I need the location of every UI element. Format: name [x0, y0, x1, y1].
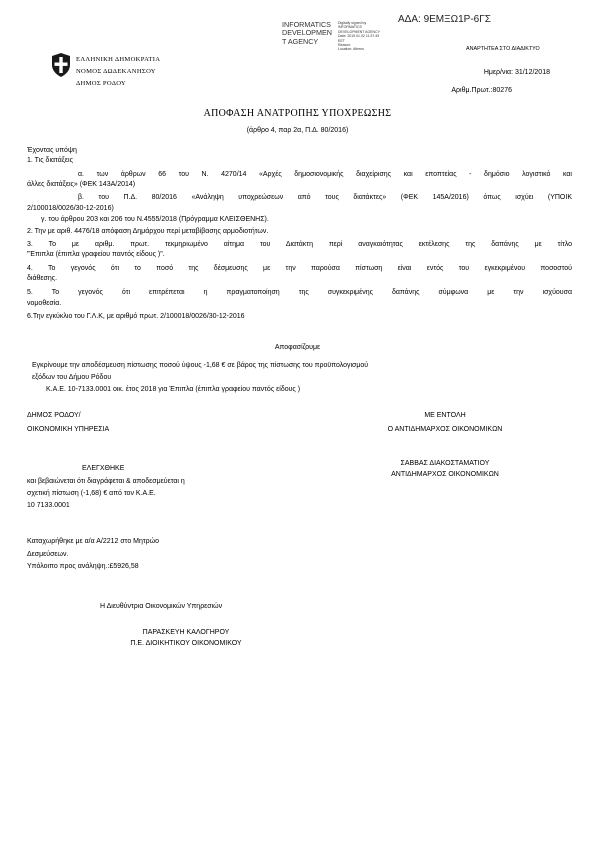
decision-line3: Κ.Α.Ε. 10-7133.0001 οικ. έτος 2018 για Έπιπλα (έπιπλα γραφείου παντός είδους ) — [46, 386, 301, 393]
watermark-title-line: INFORMATICS — [282, 20, 331, 29]
provision-c: γ. του άρθρου 203 και 206 του Ν.4555/2018 (Πρόγραμμα ΚΛΕΙΣΘΕΝΗΣ). — [41, 216, 269, 223]
checked-heading: ΕΛΕΓΧΘΗΚΕ — [82, 465, 125, 472]
watermark-title-line: DEVELOPMEN — [282, 28, 332, 38]
document-subtitle: (άρθρο 4, παρ 2α, Π.Δ. 80/2016) — [246, 127, 349, 134]
deputy-mayor-name — [370, 458, 520, 480]
document-date: Ημερ/νια: 31/12/2018 — [483, 69, 550, 76]
item-2: 2. Την με αριθ. 4476/18 απόφαση Δημάρχου περί μεταβίβασης αρμοδιοτήτων. — [27, 228, 269, 235]
provision-b-line2: 2/100018/0026/30-12-2016) — [27, 205, 114, 212]
item-6: 6.Την εγκύκλιο του Γ.Λ.Κ, με αριθμό πρωτ. 2/100018/0026/30-12-2016 — [27, 313, 245, 320]
decide-heading: Αποφασίζουμε — [274, 344, 321, 351]
item-4-line2: διάθεσης. — [27, 275, 58, 282]
watermark-fine-line: Location: Athens — [338, 47, 364, 52]
director-name-line: ΠΑΡΑΣΚΕΥΗ ΚΑΛΟΓΗΡΟΥ — [142, 629, 230, 636]
greek-emblem-icon — [50, 52, 72, 78]
register-line: Καταχωρήθηκε με α/α Α/2212 στο Μητρώο — [27, 538, 160, 545]
decision-line1: Εγκρίνουμε την αποδέσμευση πίστωσης ποσού ύψους -1,68 € σε βάρος της πίστωσης του προϋπολογισμού — [32, 362, 369, 369]
watermark-fine-line: Date: 2019.01.02 11:37:49 — [338, 34, 380, 39]
issuer-line: ΕΛΛΗΝΙΚΗ ΔΗΜΟΚΡΑΤΙΑ — [76, 56, 161, 63]
item-4-line1: 4. Το γεγονός ότι το ποσό της δέσμευσης με την παρούσα πίστωση είναι εντός του εγκεκριμένου ποσοστού — [27, 265, 572, 272]
issuer-block — [76, 54, 160, 90]
watermark-fine-line: DEVELOPMENT AGENCY — [338, 29, 380, 34]
checked-line: και βεβαιώνεται ότι διαγράφεται & αποδεσμεύεται η — [27, 478, 185, 485]
protocol-number: Αριθμ.Πρωτ.:80276 — [451, 87, 512, 94]
register-line: Υπόλοιπο προς ανάληψη.:£5926,58 — [27, 563, 139, 570]
director-name-block — [100, 627, 272, 649]
provision-a-line2: άλλες διατάξεις» (ΦΕΚ 143Α/2014) — [27, 181, 136, 188]
issuer-line: ΝΟΜΟΣ ΔΩΔΕΚΑΝΗΣΟΥ — [76, 68, 156, 75]
right-signatory-line: ΜΕ ΕΝΤΟΛΗ — [424, 412, 466, 419]
left-signatory — [27, 409, 109, 437]
left-signatory-line: ΟΙΚΟΝΟΜΙΚΗ ΥΠΗΡΕΣΙΑ — [27, 426, 110, 433]
ada-code: ΑΔΑ: 9ΕΜΞΩ1Ρ-6ΓΣ — [398, 14, 491, 25]
checked-block — [27, 476, 185, 512]
watermark-title-line: T AGENCY — [282, 36, 319, 46]
item-5-line2: νομοθεσία. — [27, 300, 62, 307]
watermark-fine-line: Digitally signed by — [338, 21, 367, 25]
right-signatory — [370, 409, 520, 437]
right-signatory-line: Ο ΑΝΤΙΔΗΜΑΡΧΟΣ ΟΙΚΟΝΟΜΙΚΩΝ — [387, 426, 503, 433]
watermark-fine-line: INFORMATICS — [338, 25, 362, 30]
provisions-heading: 1. Τις διατάξεις — [27, 157, 73, 164]
checked-line: 10 7133.0001 — [27, 502, 70, 509]
register-block — [27, 536, 159, 574]
checked-line: σχετική πίστωση (-1,68) € από τον Κ.Α.Ε. — [27, 490, 156, 497]
decision-line2: εξόδων του Δήμου Ρόδου — [32, 374, 112, 381]
deputy-mayor-line: ΣΑΒΒΑΣ ΔΙΑΚΟΣΤΑΜΑΤΙΟΥ — [400, 460, 490, 467]
provision-a-line1: α. των άρθρων 66 του Ν. 4270/14 «Αρχές δημοσιονομικής διαχείρισης και εποπτείας - δημόσιο λογιστικό και — [78, 171, 572, 178]
item-5-line1: 5. Το γεγονός ότι επιτρέπεται η πραγματοποίηση της συγκεκριμένης δαπάνης σύμφωνα με την ισχύουσα — [27, 289, 572, 296]
document-title: ΑΠΟΦΑΣΗ ΑΝΑΤΡΟΠΗΣ ΥΠΟΧΡΕΩΣΗΣ — [203, 108, 392, 119]
director-name-line: Π.Ε. ΔΙΟΙΚΗΤΙΚΟΥ ΟΙΚΟΝΟΜΙΚΟΥ — [130, 640, 242, 647]
watermark-fine-line: EET — [338, 38, 345, 43]
provision-b-line1: β. του Π.Δ. 80/2016 «Ανάληψη υποχρεώσεων από τους διατάκτες» (ΦΕΚ 145Α/2016) όπως ισχύει (ΥΠΟΙΚ — [78, 194, 572, 201]
item-3-line2: "Έπιπλα (έπιπλα γραφείου παντός είδους )". — [27, 251, 165, 258]
director-title: Η Διευθύντρια Οικονομικών Υπηρεσιών — [100, 603, 223, 610]
item-3-line1: 3. Το με αριθμ. πρωτ. τεκμηριωμένο αίτημα του Διατάκτη περί αναγκαιότητας εκτέλεσης της δαπάνης με τίτλο — [27, 241, 572, 248]
posting-label: ΑΝΑΡΤΗΤΕΑ ΣΤΟ ΔΙΑΔΙΚΤΥΟ — [466, 46, 540, 52]
left-signatory-line: ΔΗΜΟΣ ΡΟΔΟΥ/ — [27, 412, 81, 419]
watermark-fine-line: Reason: — [338, 43, 352, 48]
considering-label: Έχοντας υπόψη — [27, 147, 77, 154]
deputy-mayor-line: ΑΝΤΙΔΗΜΑΡΧΟΣ ΟΙΚΟΝΟΜΙΚΩΝ — [391, 471, 499, 478]
issuer-line: ΔΗΜΟΣ ΡΟΔΟΥ — [76, 80, 126, 87]
register-line: Δεσμεύσεων. — [27, 550, 69, 558]
signature-watermark — [282, 21, 412, 61]
